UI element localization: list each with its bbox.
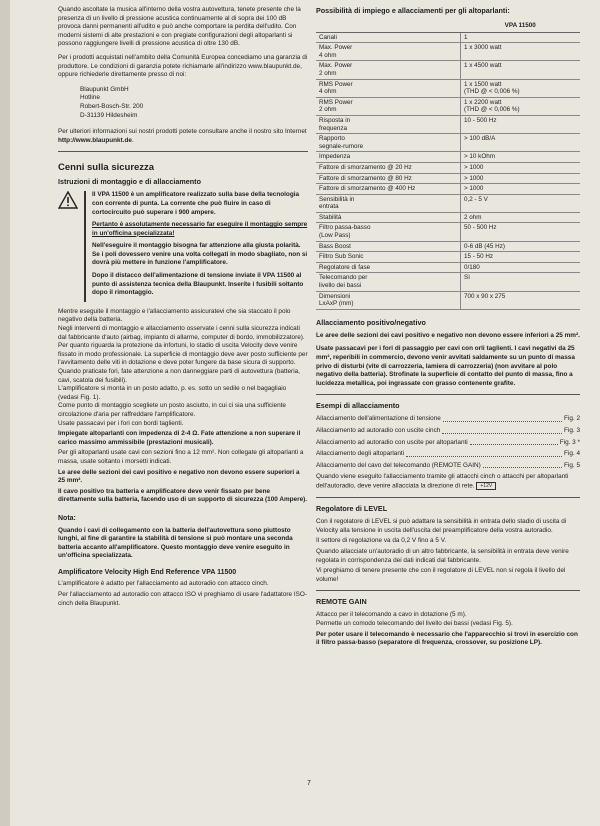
spec-value: > 10 kOhm	[461, 152, 581, 163]
section-divider	[316, 497, 580, 498]
spec-row	[316, 61, 580, 79]
intro3-prefix: Per ulteriori informazioni sui nostri prodotti potete consultare anche il nostro sito Internet	[58, 128, 307, 136]
spec-value: 1 x 2200 watt (THD @ < 0,006 %)	[461, 97, 581, 115]
spec-row	[316, 152, 580, 163]
spec-value: 0/180	[461, 262, 581, 273]
spec-value: 50 - 500 Hz	[461, 223, 581, 241]
body-paragraph: L'amplificatore si monta in un posto adatto, p. es. sotto un sedile o nel bagagliaio (vedasi Fig. 1).	[58, 385, 287, 401]
spec-value: 15 - 50 Hz	[461, 252, 581, 263]
leader-dots	[406, 450, 562, 457]
spec-value: 1 x 3000 watt	[461, 43, 581, 61]
level-paragraph: Vi preghiamo di tenere presente che con il regolatore di LEVEL non si regola il livello del volume!	[316, 567, 566, 583]
amplifier-paragraph: Per l'allacciamento ad autoradio con attacco ISO vi preghiamo di usare l'adattatore ISO-cinch della Blaupunkt.	[58, 591, 307, 607]
spec-value: > 1000	[461, 184, 581, 195]
spec-row	[316, 223, 580, 241]
spec-label: Risposta in frequenza	[316, 115, 461, 133]
spec-label: Rapporto segnale-rumore	[316, 134, 461, 152]
spec-title: Possibilità di impiego e allacciamenti per gli altoparlanti:	[316, 6, 510, 15]
spec-row	[316, 262, 580, 273]
amplifier-title: Amplificatore Velocity High End Reference VPA 11500	[58, 568, 237, 576]
examples-title: Esempi di allacciamento	[316, 401, 400, 411]
intro-paragraph-2: Per i prodotti acquistati nell'ambito della Comunità Europea concediamo una garanzia di produttore. Le condizioni di garanzia potete richiamarle all'indirizzo www.blaupunkt.de, oppure richiederle direttamente presso di noi:	[58, 53, 308, 79]
body-paragraph: Come punto di montaggio scegliete un posto asciutto, in cui ci sia una sufficiente circolazione d'aria per raffreddare l'amplificatore.	[58, 402, 286, 418]
spec-value: 1 x 4500 watt	[461, 61, 581, 79]
remote-paragraph: Permette un comodo telecomando del livello dei bassi (vedasi Fig. 5).	[316, 619, 513, 627]
example-label: Allacciamento ad autoradio con uscite cinch	[316, 426, 441, 434]
example-figure-ref: Fig. 4	[564, 450, 580, 458]
connection-paragraph: Usate passacavi per i fori di passaggio per cavi con orli taglienti. I cavi negativi da 25 mm², reperibili in commercio, devono venir avvitati saldamente su un punto di massa privo di disturbi (vite di carrozzeria, lamiera di carrozzeria) (non avvitare al polo negativo della batteria). Strofinate la superficie di contatto del punto di massa, fino a lucidezza metallica, poi ingrassate con grasso contenente grafite.	[316, 345, 575, 387]
spec-label: Filtro Sub Sonic	[316, 252, 461, 263]
spec-table	[316, 20, 580, 310]
example-label: Allacciamento del cavo del telecomando (REMOTE GAIN)	[316, 461, 481, 469]
spec-label: Fattore di smorzamento @ 20 Hz	[316, 162, 461, 173]
leader-dots	[470, 439, 558, 446]
spec-row	[316, 212, 580, 223]
cable-section-note: Le aree delle sezioni dei cavi positivo e negativo non devono essere superiori a 25 mm².	[58, 468, 300, 485]
example-label: Allacciamento ad autoradio con uscite per altoparlanti	[316, 438, 468, 446]
warning-paragraph: Pertanto è assolutamente necessario far eseguire il montaggio sempre in un'officina specializzata!	[92, 221, 308, 237]
section-title: Cenni sulla sicurezza	[58, 162, 155, 174]
body-paragraph: Quando praticate fori, fate attenzione a non danneggiare parti di autovettura (batteria, cavi, scatola dei fusibili).	[58, 368, 300, 384]
warning-paragraph: Nell'eseguire il montaggio bisogna far attenzione alla giusta polarità. Se i poli dovessero venire una volta collegati in modo sbagliato, non si dovrà più mettere in funzione l'amplificatore.	[92, 242, 308, 267]
spec-value: 2 ohm	[461, 212, 581, 223]
spec-row	[316, 79, 580, 97]
spec-value: 10 - 500 Hz	[461, 115, 581, 133]
section-divider	[316, 394, 580, 395]
spec-value: 0-6 dB (45 Hz)	[461, 241, 581, 252]
intro3-suffix: .	[131, 136, 134, 144]
example-figure-ref: Fig. 5	[564, 461, 580, 469]
spec-row	[316, 252, 580, 263]
connection-paragraph: Le aree delle sezioni dei cavi positivo e negativo non devono essere inferiori a 25 mm².	[316, 331, 580, 339]
address-line: Blaupunkt GmbH	[80, 85, 129, 93]
spec-value: 1 x 1500 watt (THD @ < 0,006 %)	[461, 79, 581, 97]
spec-row	[316, 43, 580, 61]
spec-row	[316, 115, 580, 133]
spec-value: Sì	[461, 273, 581, 291]
spec-row	[316, 173, 580, 184]
warning-paragraph: Il VPA 11500 è un amplificatore realizzato sulla base della tecnologia con corrente di punta. La corrente che può fluire in caso di cortocircuito può superare i 900 ampere.	[92, 191, 300, 216]
example-item	[316, 462, 580, 471]
spec-row	[316, 32, 580, 43]
leader-dots	[483, 462, 562, 469]
warning-block	[58, 191, 308, 302]
spec-row	[316, 241, 580, 252]
warning-paragraph: Dopo il distacco dell'alimentazione di tensione inviate il VPA 11500 al punto di assistenza tecnica della Blaupunkt. Inseríte i fusibili soltanto dopo il rimontaggio.	[92, 272, 304, 297]
warning-text	[84, 191, 308, 302]
spec-row	[316, 162, 580, 173]
spec-label: Sensibilità in entrata	[316, 194, 461, 212]
left-column	[58, 6, 308, 613]
page-number: 7	[307, 780, 311, 787]
spec-label: Max. Power 4 ohm	[316, 43, 461, 61]
level-paragraph: Con il regolatore di LEVEL si può adattare la sensibilità in entrata dello stadio di uscita di Velocity alla tensione in uscita dell'uscita del preamplificatore della vostra autoradio.	[316, 518, 567, 534]
intro-paragraph-3	[58, 128, 308, 145]
nota-text: Quando i cavi di collegamento con la batteria dell'autovettura sono piuttosto lunghi, al fine di garantire la stabilità di tensione si può montare una seconda batteria accanto all'amplificatore. Questo montaggio deve venire eseguito in un'officina specializzata.	[58, 526, 293, 560]
section-subtitle: Istruzioni di montaggio e di allacciamento	[58, 177, 201, 187]
leader-dots	[443, 415, 562, 422]
spec-label: Canali	[316, 32, 461, 43]
example-item	[316, 415, 580, 424]
body-paragraph: Mentre eseguite il montaggio e l'allacciamento assicuratevi che sia staccato il polo negativo della batteria.	[58, 307, 291, 324]
spec-row	[316, 291, 580, 309]
spec-label: Impedenza	[316, 152, 461, 163]
spec-label: Telecomando per livello dei bassi	[316, 273, 461, 291]
address-line: D-31139 Hildesheim	[80, 111, 138, 119]
example-item	[316, 427, 580, 436]
spec-label: Fattore di smorzamento @ 400 Hz	[316, 184, 461, 195]
spec-row	[316, 194, 580, 212]
example-figure-ref: Fig. 2	[564, 415, 580, 423]
spec-value: 700 x 90 x 275	[461, 291, 581, 309]
level-paragraph: Il settore di regolazione va da 0,2 V fino a 5 V.	[316, 537, 447, 545]
table-header: VPA 11500	[461, 20, 581, 32]
spec-row	[316, 97, 580, 115]
nota-title: Nota:	[58, 514, 76, 522]
connection-title: Allacciamento positivo/negativo	[316, 317, 426, 327]
example-figure-ref: Fig. 3	[564, 426, 580, 434]
spec-value: 0,2 - 5 V	[461, 194, 581, 212]
body-paragraph: Per quanto riguarda la protezione da infortuni, lo stadio di uscita Velocity deve venire fissato in modo professionale. La superficie di montaggio deve aver posto sufficiente per l'avvitamento delle viti in dotazione e deve poter fungere da base sicura di supporto.	[58, 342, 308, 367]
address-block	[80, 86, 308, 120]
spec-label: Fattore di smorzamento @ 80 Hz	[316, 173, 461, 184]
section-divider	[58, 151, 308, 152]
level-paragraph: Quando allacciate un'autoradio di un altro fabbricante, la sensibilità in entrata deve venire regolata in corrispondenza dei dati indicati dal fabbricante.	[316, 548, 569, 564]
remote-paragraph: Per poter usare il telecomando è necessario che l'apparecchio si trovi in esercizio con il filtro passa-basso (separatore di frequenza, crossover, su posizione LP).	[316, 630, 578, 647]
example-label: Allacciamento degli altoparlanti	[316, 450, 405, 458]
body-paragraph: Usate passacavi per i fori con bordi taglienti.	[58, 419, 184, 427]
fuse-symbol-icon: +12V	[476, 482, 496, 490]
level-title: Regolatore di LEVEL	[316, 504, 388, 514]
spec-row	[316, 273, 580, 291]
spec-value: > 1000	[461, 173, 581, 184]
examples-list	[316, 415, 580, 470]
spec-label: RMS Power 4 ohm	[316, 79, 461, 97]
remote-paragraph: Attacco per il telecomando a cavo in dotazione (5 m).	[316, 611, 467, 619]
right-column	[316, 6, 580, 653]
spec-value: 1	[461, 32, 581, 43]
speaker-cable-note: Per gli altoparlanti usate cavi con sezioni fino a 12 mm². Non collegate gli altoparlanti a massa, usate soltanto i morsetti indicati.	[58, 449, 304, 465]
spec-label: Regolatore di fase	[316, 262, 461, 273]
spec-label: Max. Power 2 ohm	[316, 61, 461, 79]
impedance-note: Impiegate altoparlanti con impedenza di 2-4 Ω. Fate attenzione a non superare il carico massimo ammissibile (prestazioni musicali).	[58, 430, 301, 446]
spec-value: > 1000	[461, 162, 581, 173]
examples-note	[316, 473, 580, 491]
example-figure-ref: Fig. 3 *	[559, 438, 580, 446]
example-item	[316, 439, 580, 448]
remote-title: REMOTE GAIN	[316, 597, 367, 607]
spec-row	[316, 134, 580, 152]
body-paragraph: Negli interventi di montaggio e allacciamento osservate i cenni sulla sicurezza indicati dal fabbricante d'auto (airbag, impianto di allarme, computer di bordo, immobilizzatore).	[58, 325, 305, 341]
example-item	[316, 450, 580, 459]
spec-row	[316, 184, 580, 195]
address-line: Robert-Bosch-Str. 200	[80, 102, 144, 110]
section-divider	[316, 590, 580, 591]
spec-label: Filtro passa-basso (Low Pass)	[316, 223, 461, 241]
example-label: Allacciamento dell'alimentazione di tensione	[316, 415, 441, 423]
intro-paragraph-1: Quando ascoltate la musica all'interno della vostra autovettura, tenete presente che la presenza di un livello di pressione acustica continuamente al di sopra dei 100 dB provoca danni permanenti all'udito e può anche comportare la perdita dell'udito. Con moderni sistemi di alte prestazioni e con pregiate configurazioni degli altoparlanti si possono raggiungere livelli di pressione acustica di oltre 130 dB.	[58, 6, 301, 48]
spec-label: RMS Power 2 ohm	[316, 97, 461, 115]
address-line: Hotline	[80, 94, 100, 102]
examples-note-text: Quando viene eseguito l'allacciamento tramite gli attacchi cinch o attacchi per altoparlanti dell'autoradio, deve venire allacciata la direzione di rete.	[316, 473, 569, 490]
spec-value: > 100 dB/A	[461, 134, 581, 152]
positive-cable-note: Il cavo positivo tra batteria e amplificatore deve venir fissato per bene direttamente sulla batteria, facendo uso di un supporto di sicurezza (100 Ampere).	[58, 487, 308, 504]
spec-label: Dimensioni LxAxP (mm)	[316, 291, 461, 309]
warning-triangle-icon	[58, 191, 78, 209]
spec-label: Bass Boost	[316, 241, 461, 252]
page-edge	[0, 0, 10, 826]
website-link[interactable]: http://www.blaupunkt.de	[58, 136, 132, 144]
spec-label: Stabilità	[316, 212, 461, 223]
leader-dots	[442, 427, 562, 434]
amplifier-paragraph: L'amplificatore è adatto per l'allacciamento ad autoradio con attacco cinch.	[58, 580, 269, 588]
